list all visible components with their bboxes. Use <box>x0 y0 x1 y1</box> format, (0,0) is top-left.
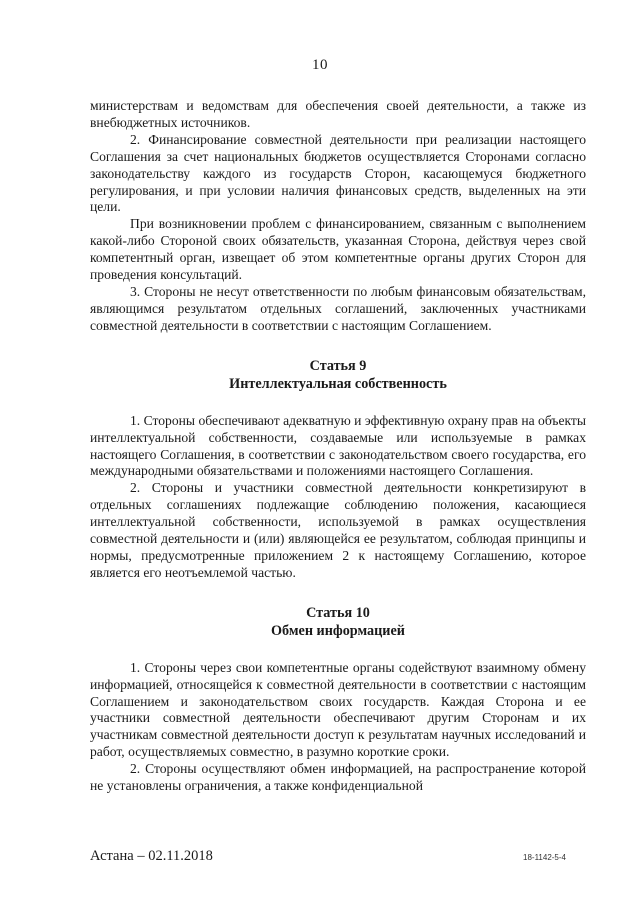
paragraph-financing: 2. Финансирование совместной деятельности при реализации настоящего Соглашения за счет национальных бюджетов осуществляется Сторонами согласно законодательству каждого из государств Сторон, касающемуся бюджетного регулирования, и при условии наличия финансовых средств, выделенных на эти цели. <box>90 131 586 215</box>
article-10-number: Статья 10 <box>306 604 370 621</box>
footer-document-code: 18-1142-5-4 <box>523 853 566 862</box>
paragraph-financing-problems: При возникновении проблем с финансированием, связанным с выполнением какой-либо Стороной своих обязательств, указанная Сторона, действуя через свой компетентный орган, извещает об этом компетентные органы других Сторон для проведения консультаций. <box>90 216 586 283</box>
footer-place-date: Астана – 02.11.2018 <box>90 848 213 864</box>
article-10-paragraph-2: 2. Стороны осуществляют обмен информацией, на распространение которой не установлены ограничения, а также конфиденциальной <box>90 761 586 794</box>
article-10-title: Обмен информацией <box>271 622 405 639</box>
article-10-heading <box>90 604 586 640</box>
page-number: 10 <box>312 57 328 73</box>
article-10-paragraph-1: 1. Стороны через свои компетентные органы содействуют взаимному обмену информацией, относящейся к совместной деятельности в соответствии с настоящим Соглашением и законодательством своих государств. Каждая Сторона и ее участники совместной деятельности обеспечивают другим Сторонам и их участникам совместной деятельности доступ к результатам научных исследований и работ, осуществляемых совместно, в разумно короткие сроки. <box>90 659 586 760</box>
article-9-paragraph-1: 1. Стороны обеспечивают адекватную и эффективную охрану прав на объекты интеллектуальной собственности, создаваемые или используемые в рамках настоящего Соглашения, в соответствии с законодательством своего государства, его международными обязательствами и положениями настоящего Соглашения. <box>90 412 586 479</box>
article-9-heading <box>90 357 586 393</box>
article-9-number: Статья 9 <box>309 357 367 374</box>
paragraph-liability: 3. Стороны не несут ответственности по любым финансовым обязательствам, являющимся результатом отдельных соглашений, заключенных участниками совместной деятельности в соответствии с настоящим Соглашением. <box>90 283 586 333</box>
paragraph-continuation: министерствам и ведомствам для обеспечения своей деятельности, а также из внебюджетных источников. <box>90 98 586 130</box>
article-9-paragraph-2: 2. Стороны и участники совместной деятельности конкретизируют в отдельных соглашениях подлежащие соблюдению положения, касающиеся интеллектуальной собственности, используемой в рамках осуществления совместной деятельности и (или) являющейся ее результатом, соблюдая принципы и нормы, предусмотренные приложением 2 к настоящему Соглашению, которое является его неотъемлемой частью. <box>90 480 586 580</box>
document-body <box>90 98 586 795</box>
article-9-title: Интеллектуальная собственность <box>229 375 447 392</box>
